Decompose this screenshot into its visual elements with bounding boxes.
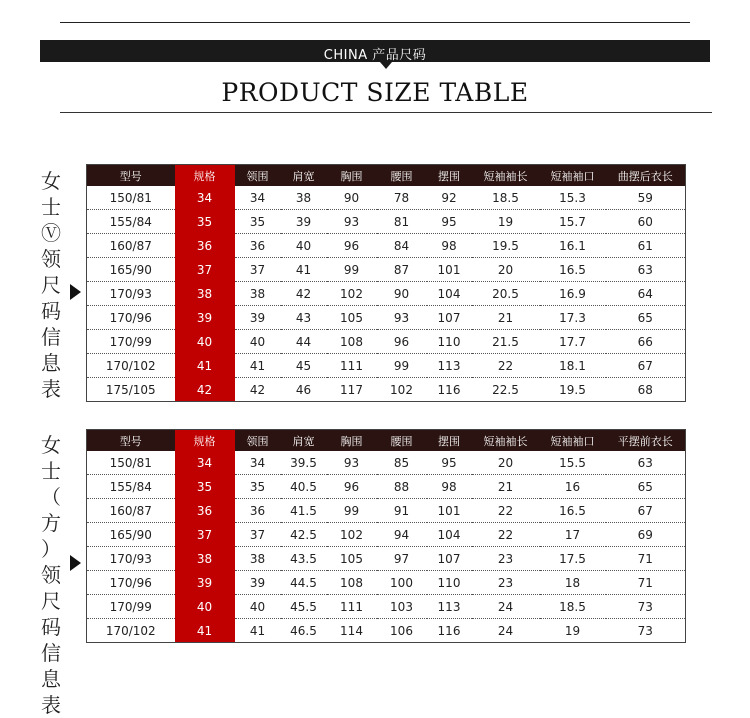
table-row — [87, 258, 686, 282]
spec-cell: 40 — [175, 330, 235, 354]
measurement-cell: 35 — [235, 475, 281, 499]
side-label-char: 息 — [41, 667, 61, 691]
size-code-cell: 170/99 — [87, 330, 175, 354]
measurement-cell: 39 — [235, 571, 281, 595]
size-code-cell: 150/81 — [87, 186, 175, 210]
table-row — [87, 354, 686, 378]
size-code-cell: 160/87 — [87, 499, 175, 523]
measurement-cell: 15.3 — [540, 186, 606, 210]
measurement-cell: 18.1 — [540, 354, 606, 378]
table-row — [87, 210, 686, 234]
measurement-cell: 23 — [472, 571, 540, 595]
measurement-cell: 41 — [249, 623, 266, 638]
column-header: 短袖袖口 — [540, 165, 606, 187]
measurement-cell: 101 — [427, 258, 472, 282]
measurement-cell: 24 — [472, 595, 540, 619]
size-code-cell: 155/84 — [87, 475, 175, 499]
measurement-cell: 98 — [427, 234, 472, 258]
measurement-cell: 40 — [235, 330, 281, 354]
measurement-cell: 67 — [606, 354, 686, 378]
measurement-cell: 23 — [472, 547, 540, 571]
column-header: 肩宽 — [281, 165, 327, 187]
arrow-icon — [70, 284, 81, 300]
measurement-cell: 97 — [377, 547, 427, 571]
measurement-cell: 41 — [281, 258, 327, 282]
size-code-cell: 170/102 — [105, 623, 156, 638]
column-header: 型号 — [87, 165, 175, 187]
side-label-char: 息 — [41, 351, 61, 375]
measurement-cell: 96 — [327, 234, 377, 258]
side-label-char: 女 — [41, 433, 61, 457]
measurement-cell: 116 — [437, 623, 461, 638]
size-code-cell: 170/99 — [87, 595, 175, 619]
measurement-cell: 104 — [427, 282, 472, 306]
measurement-cell: 103 — [377, 595, 427, 619]
measurement-cell: 73 — [606, 595, 686, 619]
measurement-cell: 22 — [472, 499, 540, 523]
measurement-cell: 81 — [377, 210, 427, 234]
measurement-cell: 21 — [472, 306, 540, 330]
measurement-cell: 37 — [235, 523, 281, 547]
spec-cell: 36 — [175, 499, 235, 523]
measurement-cell: 73 — [637, 623, 653, 638]
measurement-cell: 67 — [606, 499, 686, 523]
measurement-cell: 64 — [606, 282, 686, 306]
column-header: 曲摆后衣长 — [606, 165, 686, 187]
measurement-cell: 98 — [427, 475, 472, 499]
measurement-cell: 36 — [235, 499, 281, 523]
measurement-cell: 102 — [327, 523, 377, 547]
table-row — [87, 451, 686, 475]
measurement-cell: 101 — [427, 499, 472, 523]
side-label-char: Ⓥ — [41, 221, 61, 245]
table-row — [87, 234, 686, 258]
measurement-cell: 20 — [472, 451, 540, 475]
measurement-cell: 116 — [437, 382, 461, 397]
measurement-cell: 46.5 — [290, 623, 317, 638]
measurement-cell: 16.5 — [540, 499, 606, 523]
measurement-cell: 19.5 — [472, 234, 540, 258]
side-label-char: 尺 — [41, 273, 61, 297]
measurement-cell: 105 — [327, 547, 377, 571]
arrow-icon — [70, 555, 81, 571]
side-label-char: 领 — [41, 247, 61, 271]
side-label-char: 信 — [41, 325, 61, 349]
size-code-cell: 170/96 — [87, 306, 175, 330]
measurement-cell: 24 — [497, 623, 514, 638]
measurement-cell: 93 — [327, 210, 377, 234]
measurement-cell: 39 — [281, 210, 327, 234]
size-code-cell: 165/90 — [87, 523, 175, 547]
measurement-cell: 93 — [327, 451, 377, 475]
measurement-cell: 96 — [377, 330, 427, 354]
measurement-cell: 93 — [377, 306, 427, 330]
measurement-cell: 20 — [472, 258, 540, 282]
spec-cell: 41 — [175, 619, 235, 643]
measurement-cell: 43 — [281, 306, 327, 330]
measurement-cell: 21.5 — [472, 330, 540, 354]
column-header: 短袖袖长 — [472, 165, 540, 187]
measurement-cell: 42 — [281, 282, 327, 306]
column-header: 胸围 — [327, 430, 377, 452]
measurement-cell: 38 — [235, 282, 281, 306]
measurement-cell: 16 — [540, 475, 606, 499]
measurement-cell: 41 — [235, 354, 281, 378]
side-label-char: 表 — [41, 377, 61, 401]
side-label-char: 领 — [41, 563, 61, 587]
measurement-cell: 78 — [377, 186, 427, 210]
table-row — [87, 306, 686, 330]
size-table-v-collar — [86, 164, 686, 402]
size-code-cell: 165/90 — [87, 258, 175, 282]
measurement-cell: 39 — [235, 306, 281, 330]
measurement-cell: 113 — [427, 354, 472, 378]
measurement-cell: 68 — [637, 382, 653, 397]
side-label-char: 尺 — [41, 589, 61, 613]
size-code-cell: 170/96 — [87, 571, 175, 595]
spec-cell: 35 — [175, 210, 235, 234]
measurement-cell: 117 — [340, 382, 363, 397]
side-label-v-collar — [38, 168, 64, 402]
measurement-cell: 65 — [606, 475, 686, 499]
measurement-cell: 16.5 — [540, 258, 606, 282]
measurement-cell: 39.5 — [281, 451, 327, 475]
measurement-cell: 34 — [235, 186, 281, 210]
column-header: 短袖袖长 — [472, 430, 540, 452]
measurement-cell: 113 — [427, 595, 472, 619]
measurement-cell: 108 — [327, 330, 377, 354]
side-label-char: （ — [41, 485, 61, 509]
measurement-cell: 45 — [281, 354, 327, 378]
page-title: PRODUCT SIZE TABLE — [221, 78, 529, 107]
measurement-cell: 102 — [390, 382, 413, 397]
table-row — [87, 571, 686, 595]
table-row — [87, 378, 686, 402]
measurement-cell: 18.5 — [472, 186, 540, 210]
spec-cell: 38 — [175, 282, 235, 306]
table-row — [87, 547, 686, 571]
column-header: 肩宽 — [281, 430, 327, 452]
table-row — [87, 330, 686, 354]
measurement-cell: 18 — [540, 571, 606, 595]
measurement-cell: 18.5 — [540, 595, 606, 619]
measurement-cell: 17.5 — [540, 547, 606, 571]
measurement-cell: 22 — [472, 354, 540, 378]
size-code-cell: 160/87 — [87, 234, 175, 258]
size-code-cell: 170/93 — [87, 282, 175, 306]
column-header: 领围 — [235, 430, 281, 452]
measurement-cell: 35 — [235, 210, 281, 234]
side-label-char: 码 — [41, 615, 61, 639]
measurement-cell: 102 — [327, 282, 377, 306]
column-header: 型号 — [87, 430, 175, 452]
measurement-cell: 42.5 — [281, 523, 327, 547]
column-header: 规格 — [175, 165, 235, 187]
measurement-cell: 85 — [377, 451, 427, 475]
side-label-char: 女 — [41, 169, 61, 193]
side-label-char: ） — [41, 537, 61, 561]
measurement-cell: 17 — [540, 523, 606, 547]
measurement-cell: 111 — [327, 354, 377, 378]
measurement-cell: 46 — [295, 382, 312, 397]
side-label-char: 方 — [41, 511, 61, 535]
measurement-cell: 107 — [427, 306, 472, 330]
measurement-cell: 19.5 — [559, 382, 586, 397]
column-header: 摆围 — [427, 165, 472, 187]
column-header: 摆围 — [427, 430, 472, 452]
spec-cell: 34 — [175, 451, 235, 475]
measurement-cell: 96 — [327, 475, 377, 499]
spec-cell: 35 — [175, 475, 235, 499]
measurement-cell: 38 — [281, 186, 327, 210]
measurement-cell: 90 — [377, 282, 427, 306]
side-label-char: 士 — [41, 459, 61, 483]
measurement-cell: 69 — [606, 523, 686, 547]
measurement-cell: 45.5 — [281, 595, 327, 619]
measurement-cell: 88 — [377, 475, 427, 499]
measurement-cell: 107 — [427, 547, 472, 571]
measurement-cell: 21 — [472, 475, 540, 499]
table-row — [87, 282, 686, 306]
measurement-cell: 99 — [377, 354, 427, 378]
spec-cell: 39 — [175, 306, 235, 330]
measurement-cell: 95 — [427, 210, 472, 234]
spec-cell: 42 — [175, 378, 235, 402]
measurement-cell: 63 — [606, 451, 686, 475]
measurement-cell: 63 — [606, 258, 686, 282]
measurement-cell: 40 — [281, 234, 327, 258]
measurement-cell: 40 — [235, 595, 281, 619]
measurement-cell: 91 — [377, 499, 427, 523]
spec-cell: 39 — [175, 571, 235, 595]
column-header: 短袖袖口 — [540, 430, 606, 452]
measurement-cell: 92 — [427, 186, 472, 210]
spec-cell: 38 — [175, 547, 235, 571]
side-label-char: 码 — [41, 299, 61, 323]
measurement-cell: 36 — [235, 234, 281, 258]
measurement-cell: 15.7 — [540, 210, 606, 234]
spec-cell: 37 — [175, 523, 235, 547]
measurement-cell: 38 — [235, 547, 281, 571]
measurement-cell: 59 — [606, 186, 686, 210]
measurement-cell: 17.3 — [540, 306, 606, 330]
measurement-cell: 94 — [377, 523, 427, 547]
size-code-cell: 170/93 — [87, 547, 175, 571]
spec-cell: 41 — [175, 354, 235, 378]
measurement-cell: 71 — [606, 571, 686, 595]
measurement-cell: 87 — [377, 258, 427, 282]
size-code-cell: 175/105 — [105, 382, 156, 397]
measurement-cell: 95 — [427, 451, 472, 475]
size-table-square-collar — [86, 429, 686, 643]
measurement-cell: 84 — [377, 234, 427, 258]
measurement-cell: 17.7 — [540, 330, 606, 354]
column-header: 腰围 — [377, 165, 427, 187]
side-label-square-collar — [38, 432, 64, 718]
measurement-cell: 114 — [340, 623, 363, 638]
measurement-cell: 99 — [327, 258, 377, 282]
table-row — [87, 595, 686, 619]
spec-cell: 40 — [175, 595, 235, 619]
measurement-cell: 65 — [606, 306, 686, 330]
measurement-cell: 108 — [327, 571, 377, 595]
measurement-cell: 16.9 — [540, 282, 606, 306]
size-code-cell: 155/84 — [87, 210, 175, 234]
measurement-cell: 90 — [327, 186, 377, 210]
size-code-cell: 150/81 — [87, 451, 175, 475]
measurement-cell: 61 — [606, 234, 686, 258]
measurement-cell: 19 — [472, 210, 540, 234]
measurement-cell: 22.5 — [492, 382, 519, 397]
column-header: 腰围 — [377, 430, 427, 452]
banner-text: CHINA 产品尺码 — [323, 48, 427, 63]
measurement-cell: 19 — [564, 623, 581, 638]
measurement-cell: 111 — [327, 595, 377, 619]
top-rule — [60, 22, 690, 23]
table-row — [87, 523, 686, 547]
table-row — [87, 499, 686, 523]
table-row — [87, 619, 686, 643]
measurement-cell: 16.1 — [540, 234, 606, 258]
measurement-cell: 66 — [606, 330, 686, 354]
measurement-cell: 110 — [427, 571, 472, 595]
measurement-cell: 44 — [281, 330, 327, 354]
table-row — [87, 475, 686, 499]
measurement-cell: 105 — [327, 306, 377, 330]
measurement-cell: 100 — [377, 571, 427, 595]
side-label-char: 信 — [41, 641, 61, 665]
measurement-cell: 71 — [606, 547, 686, 571]
column-header: 规格 — [175, 430, 235, 452]
table-row — [87, 186, 686, 210]
spec-cell: 34 — [175, 186, 235, 210]
measurement-cell: 42 — [249, 382, 266, 397]
measurement-cell: 104 — [427, 523, 472, 547]
measurement-cell: 60 — [606, 210, 686, 234]
banner-bar — [40, 40, 710, 62]
spec-cell: 36 — [175, 234, 235, 258]
measurement-cell: 99 — [327, 499, 377, 523]
measurement-cell: 41.5 — [281, 499, 327, 523]
measurement-cell: 34 — [235, 451, 281, 475]
measurement-cell: 37 — [235, 258, 281, 282]
size-code-cell: 170/102 — [87, 354, 175, 378]
measurement-cell: 40.5 — [281, 475, 327, 499]
side-label-char: 士 — [41, 195, 61, 219]
measurement-cell: 22 — [472, 523, 540, 547]
measurement-cell: 110 — [427, 330, 472, 354]
measurement-cell: 44.5 — [281, 571, 327, 595]
side-label-char: 表 — [41, 693, 61, 717]
measurement-cell: 106 — [390, 623, 413, 638]
measurement-cell: 20.5 — [472, 282, 540, 306]
measurement-cell: 43.5 — [281, 547, 327, 571]
measurement-cell: 15.5 — [540, 451, 606, 475]
column-header: 领围 — [235, 165, 281, 187]
column-header: 平摆前衣长 — [606, 430, 686, 452]
spec-cell: 37 — [175, 258, 235, 282]
column-header: 胸围 — [327, 165, 377, 187]
title-rule — [60, 112, 712, 113]
banner-notch — [380, 62, 392, 69]
